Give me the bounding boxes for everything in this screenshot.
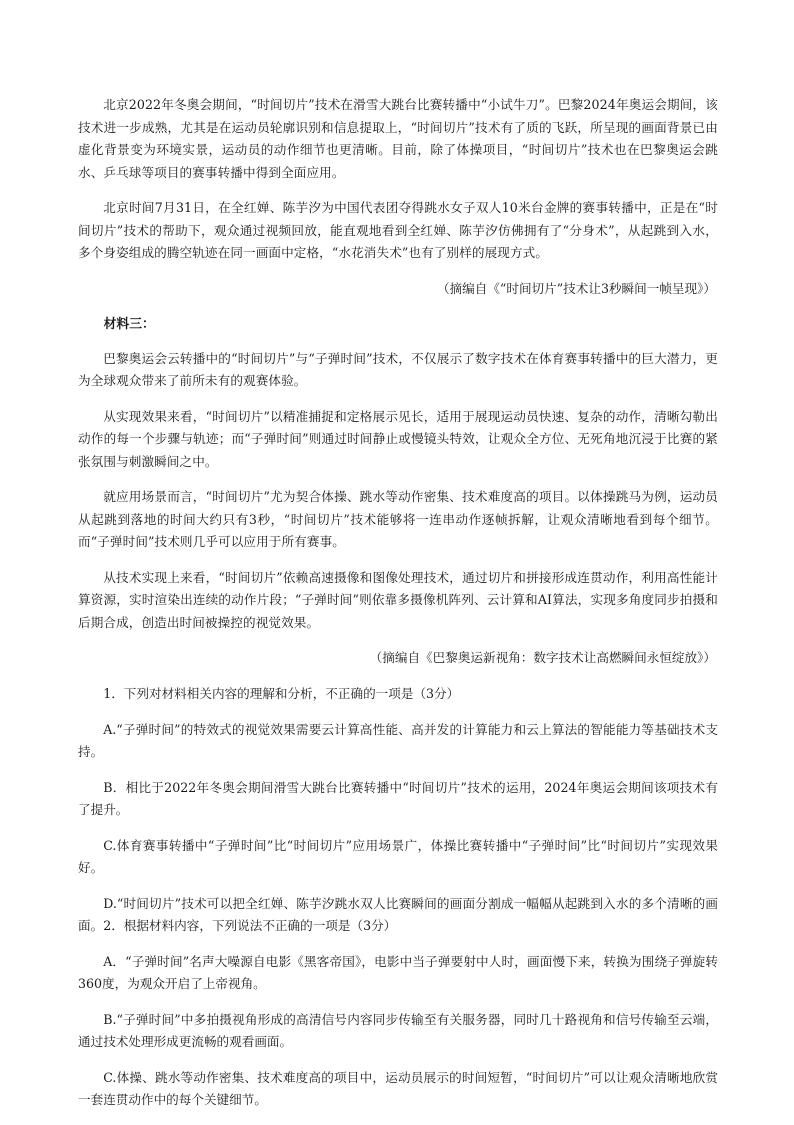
material-three-paragraph-3: 就应用场景而言，“时间切片”尤为契合体操、跳水等动作密集、技术难度高的项目。以体操跳马为例，运动员从起跳到落地的时间大约只有3秒，“时间切片”技术能够将一连串动作逐帧拆解，让观众清晰地看到每个细节。而“子弹时间”技术则几乎可以应用于所有赛事。 xyxy=(78,489,718,549)
material-three-paragraph-1: 巴黎奥运会云转播中的“时间切片”与“子弹时间”技术，不仅展示了数字技术在体育赛事转播中的巨大潜力，更为全球观众带来了前所未有的观赛体验。 xyxy=(78,350,718,388)
question-1-stem: 1．下列对材料相关内容的理解和分析，不正确的一项是（3分） xyxy=(103,686,460,701)
material-three-paragraph-2: 从实现效果来看，“时间切片”以精准捕捉和定格展示见长，适用于展现运动员快速、复杂的动作，清晰勾勒出动作的每一个步骤与轨迹；而“子弹时间”则通过时间静止或慢镜头特效，让观众全方位、无死角地沉浸于比赛的紧张氛围与刺激瞬间之中。 xyxy=(78,408,718,469)
question-2-option-c: C.体操、跳水等动作密集、技术难度高的项目中，运动员展示的时间短暂，“时间切片”可以让观众清晰地欣赏一套连贯动作中的每个关键细节。 xyxy=(78,1069,718,1107)
material-two-source: （摘编自《“时间切片”技术让3秒瞬间一帧呈现》） xyxy=(436,280,716,296)
document-content xyxy=(78,94,718,1125)
question-1-option-b: B．相比于2022年冬奥会期间滑雪大跳台比赛转播中“时间切片”技术的运用，2024年奥运会期间该项技术有了提升。 xyxy=(78,779,718,817)
material-three-source: （摘编自《巴黎奥运新视角：数字技术让高燃瞬间永恒绽放》） xyxy=(369,650,716,665)
question-1-option-c: C.体育赛事转播中“子弹时间”比“时间切片”应用场景广，体操比赛转播中“子弹时间”比“时间切片”实现效果好。 xyxy=(78,837,718,875)
question-1-option-d-and-question-2-stem: D.“时间切片”技术可以把全红婵、陈芋汐跳水双人比赛瞬间的画面分割成一幅幅从起跳到入水的多个清晰的画面。2．根据材料内容，下列说法不正确的一项是（3分） xyxy=(78,895,718,933)
material-three-heading: 材料三： xyxy=(103,316,155,332)
question-2-option-a: A．“子弹时间”名声大噪源自电影《黑客帝国》，电影中当子弹要射中人时，画面慢下来，转换为围绕子弹旋转360度，为观众开启了上帝视角。 xyxy=(78,953,718,991)
material-two-paragraph-1: 北京2022年冬奥会期间，“时间切片”技术在滑雪大跳台比赛转播中“小试牛刀”。巴黎2024年奥运会期间，该技术进一步成熟，尤其是在运动员轮廓识别和信息提取上，“时间切片”技术有了质的飞跃，所呈现的画面背景已由虚化背景变为环境实景，运动员的动作细节也更清晰。目前，除了体操项目，“时间切片”技术也在巴黎奥运会跳水、乒乓球等项目的赛事转播中得到全面应用。 xyxy=(78,97,718,180)
material-three-paragraph-4: 从技术实现上来看，“时间切片”依赖高速摄像和图像处理技术，通过切片和拼接形成连贯动作，利用高性能计算资源，实时渲染出连续的动作片段；“子弹时间”则依靠多摄像机阵列、云计算和AI算法，实现多角度同步拍摄和后期合成，创造出时间被操控的视觉效果。 xyxy=(78,569,718,630)
question-2-option-b: B.“子弹时间”中多拍摄视角形成的高清信号内容同步传输至有关服务器，同时几十路视角和信号传输至云端，通过技术处理形成更流畅的观看画面。 xyxy=(78,1011,718,1049)
material-two-paragraph-2: 北京时间7月31日，在全红婵、陈芋汐为中国代表团夺得跳水女子双人10米台金牌的赛事转播中，正是在“时间切片”技术的帮助下，观众通过视频回放，能直观地看到全红婵、陈芋汐仿佛拥有了“分身术”，从起跳到入水，多个身姿组成的腾空轨迹在同一画面中定格，“水花消失术”也有了别样的展现方式。 xyxy=(78,200,718,260)
question-1-option-a: A.“子弹时间”的特效式的视觉效果需要云计算高性能、高并发的计算能力和云上算法的智能能力等基础技术支持。 xyxy=(78,721,718,759)
